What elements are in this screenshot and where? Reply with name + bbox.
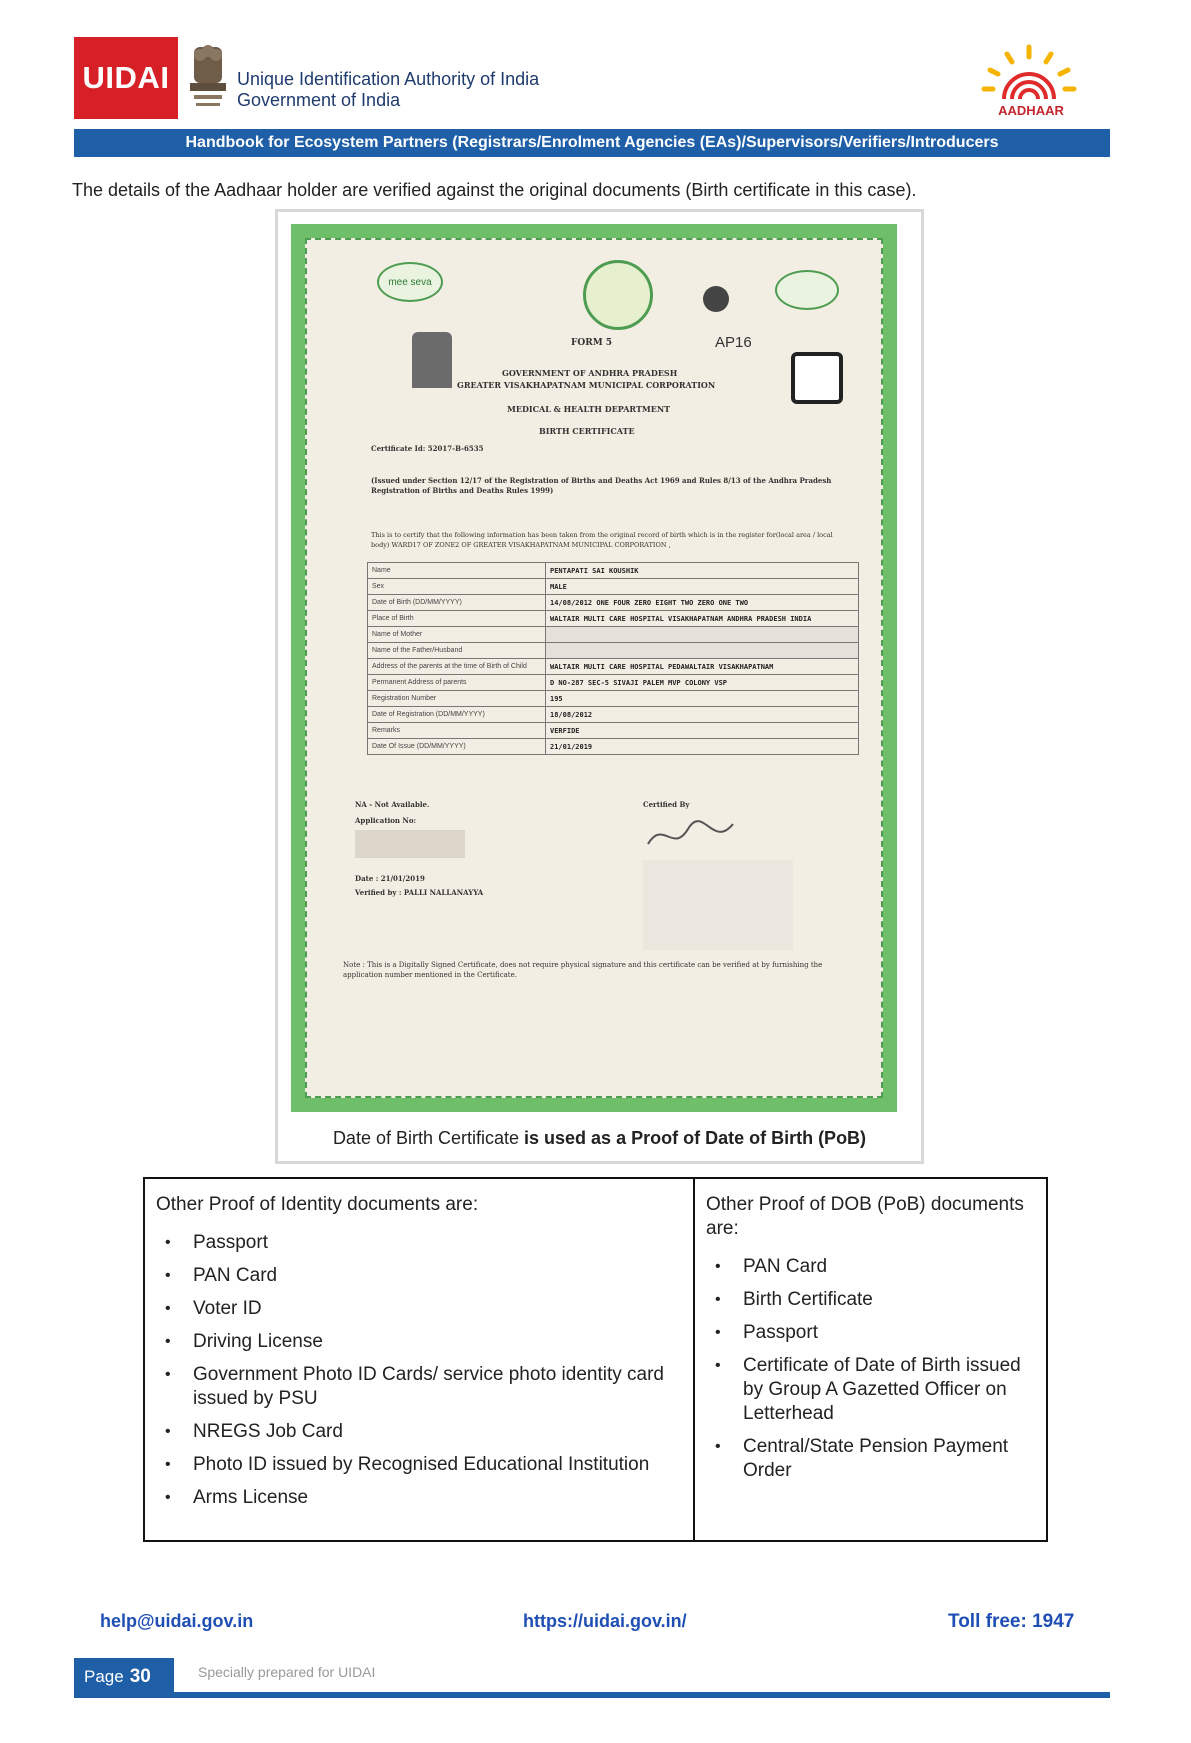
meeseva-logo-icon: mee seva <box>377 262 443 302</box>
email-link[interactable]: help@uidai.gov.in <box>100 1611 254 1631</box>
cert-row-label: Name of Mother <box>368 627 546 643</box>
cert-row-value: 18/08/2012 <box>546 707 859 723</box>
toll-free: Toll free: 1947 <box>948 1611 1075 1632</box>
cert-verified-by: Verified by : PALLI NALLANAYYA <box>355 888 484 897</box>
cert-issued-under: (Issued under Section 12/17 of the Registration of Births and Deaths Act 1969 and Rules 8/13 of the Andhra Pradesh Registration of Births and Deaths Rules 1999) <box>371 476 832 495</box>
cert-row-label: Registration Number <box>368 691 546 707</box>
list-item: • Voter ID <box>157 1297 683 1321</box>
pob-list <box>707 1255 1036 1492</box>
cert-row-label: Remarks <box>368 723 546 739</box>
qr-logo-icon <box>791 352 843 404</box>
cert-row <box>368 707 859 723</box>
figure-caption <box>278 1128 921 1149</box>
cert-row-label: Date of Registration (DD/MM/YYYY) <box>368 707 546 723</box>
list-item: • Birth Certificate <box>707 1288 1036 1312</box>
list-item: • PAN Card <box>157 1264 683 1288</box>
aadhaar-wordmark: AADHAAR <box>998 103 1064 118</box>
list-item: • Driving License <box>157 1330 683 1354</box>
ap-seal-icon <box>583 260 653 330</box>
cert-row-label: Address of the parents at the time of Birth of Child <box>368 659 546 675</box>
certificate-paper <box>305 238 883 1098</box>
cert-date: Date : 21/01/2019 <box>355 874 425 883</box>
cert-row <box>368 691 859 707</box>
cert-id: Certificate Id: 52017-B-6535 <box>371 444 484 453</box>
redacted-block <box>355 830 465 858</box>
list-item: • Arms License <box>157 1486 683 1510</box>
proof-documents-table <box>143 1177 1048 1542</box>
cert-row <box>368 579 859 595</box>
signature-icon <box>643 814 743 854</box>
list-item: • Photo ID issued by Recognised Educational Institution <box>157 1453 683 1477</box>
poi-list <box>157 1231 683 1519</box>
page-header <box>74 37 1110 127</box>
poi-column <box>145 1179 695 1540</box>
cert-row <box>368 659 859 675</box>
pob-column <box>695 1179 1046 1540</box>
cert-title: BIRTH CERTIFICATE <box>539 426 635 436</box>
cert-serial: AP16 <box>715 334 752 351</box>
cert-details-table <box>367 562 859 755</box>
cert-row-value: MALE <box>546 579 859 595</box>
handbook-banner: Handbook for Ecosystem Partners (Registrars/Enrolment Agencies (EAs)/Supervisors/Verifiers/Introducers <box>74 129 1110 157</box>
list-item: • Central/State Pension Payment Order <box>707 1435 1036 1483</box>
cert-row-label: Date of Birth (DD/MM/YYYY) <box>368 595 546 611</box>
cert-row-value: D NO-287 SEC-5 SIVAJI PALEM MVP COLONY VSP <box>546 675 859 691</box>
list-item: • Government Photo ID Cards/ service photo identity card issued by PSU <box>157 1363 683 1411</box>
meeseva-telugu-logo-icon <box>775 270 839 310</box>
cert-certify: This is to certify that the following information has been taken from the original record of birth which is in the register for(local area / local body) WARD17 OF ZONE2 OF GREATER VISAKHAPATNAM MUNICIPAL CORPORATION , <box>371 531 833 549</box>
cert-certified-by: Certified By <box>643 800 690 809</box>
cert-row-label: Name <box>368 563 546 579</box>
caption-part-2: is used as a <box>524 1128 627 1148</box>
cert-row <box>368 627 859 643</box>
uidai-logo: UIDAI <box>74 37 178 119</box>
list-item: • PAN Card <box>707 1255 1036 1279</box>
aadhaar-sun-icon <box>974 43 1084 105</box>
cert-row-value: WALTAIR MULTI CARE HOSPITAL PEDAWALTAIR VISAKHAPATNAM <box>546 659 859 675</box>
birth-certificate-photo <box>291 224 897 1112</box>
cert-row-value <box>546 627 859 643</box>
list-item: • Certificate of Date of Birth issued by Group A Gazetted Officer on Letterhead <box>707 1354 1036 1426</box>
hologram-icon <box>703 286 729 312</box>
cert-note: Note : This is a Digitally Signed Certificate, does not require physical signature and this certificate can be verified at by furnishing the application number mentioned in the Certificate. <box>343 961 823 979</box>
poi-heading: Other Proof of Identity documents are: <box>156 1194 479 1215</box>
organisation-name <box>237 69 539 111</box>
cert-app-no: Application No: <box>355 816 417 825</box>
national-emblem-icon <box>186 41 230 113</box>
aadhaar-logo <box>974 43 1084 119</box>
cert-row <box>368 563 859 579</box>
cert-row <box>368 611 859 627</box>
cert-row-label: Permanent Address of parents <box>368 675 546 691</box>
list-item: • Passport <box>157 1231 683 1255</box>
cert-row-value: PENTAPATI SAI KOUSHIK <box>546 563 859 579</box>
intro-text: The details of the Aadhaar holder are verified against the original documents (Birth certificate in this case). <box>72 180 917 200</box>
cert-row-value: 14/08/2012 ONE FOUR ZERO EIGHT TWO ZERO ONE TWO <box>546 595 859 611</box>
page-number-tab <box>74 1658 174 1696</box>
page-label: Page <box>84 1667 124 1686</box>
cert-row <box>368 595 859 611</box>
cert-row <box>368 723 859 739</box>
specially-prepared: Specially prepared for UIDAI <box>198 1664 376 1680</box>
caption-part-3: Proof of Date of Birth (PoB) <box>626 1128 867 1148</box>
cert-row-value: 195 <box>546 691 859 707</box>
cert-row-label: Sex <box>368 579 546 595</box>
cert-row-value <box>546 643 859 659</box>
cert-row-value: VERFIDE <box>546 723 859 739</box>
cert-row-label: Date Of Issue (DD/MM/YYYY) <box>368 739 546 755</box>
org-line-2: Government of India <box>237 90 401 110</box>
cert-row-value: 21/01/2019 <box>546 739 859 755</box>
cert-row <box>368 643 859 659</box>
cert-row-label: Name of the Father/Husband <box>368 643 546 659</box>
org-line-1: Unique Identification Authority of India <box>237 69 540 89</box>
cert-row-value: WALTAIR MULTI CARE HOSPITAL VISAKHAPATNAM ANDHRA PRADESH INDIA <box>546 611 859 627</box>
list-item: • Passport <box>707 1321 1036 1345</box>
cert-dept: MEDICAL & HEALTH DEPARTMENT <box>507 404 671 414</box>
cert-row <box>368 739 859 755</box>
cert-row-label: Place of Birth <box>368 611 546 627</box>
website-link[interactable]: https://uidai.gov.in/ <box>523 1611 687 1631</box>
cert-form: FORM 5 <box>571 338 613 348</box>
page-number: 30 <box>129 1666 151 1687</box>
emblem-icon <box>412 332 452 388</box>
page-footer-bar <box>74 1658 1110 1698</box>
cert-corp: GREATER VISAKHAPATNAM MUNICIPAL CORPORATION <box>457 380 716 390</box>
cert-na: NA - Not Available. <box>355 800 430 809</box>
cert-gov: GOVERNMENT OF ANDHRA PRADESH <box>502 368 678 378</box>
certificate-figure <box>275 209 924 1164</box>
footer-line <box>74 1692 1110 1698</box>
redacted-stamp <box>643 860 793 950</box>
caption-part-1: Date of Birth Certificate <box>332 1128 525 1148</box>
cert-row <box>368 675 859 691</box>
pob-heading: Other Proof of DOB (PoB) documents are: <box>706 1194 1024 1239</box>
list-item: • NREGS Job Card <box>157 1420 683 1444</box>
